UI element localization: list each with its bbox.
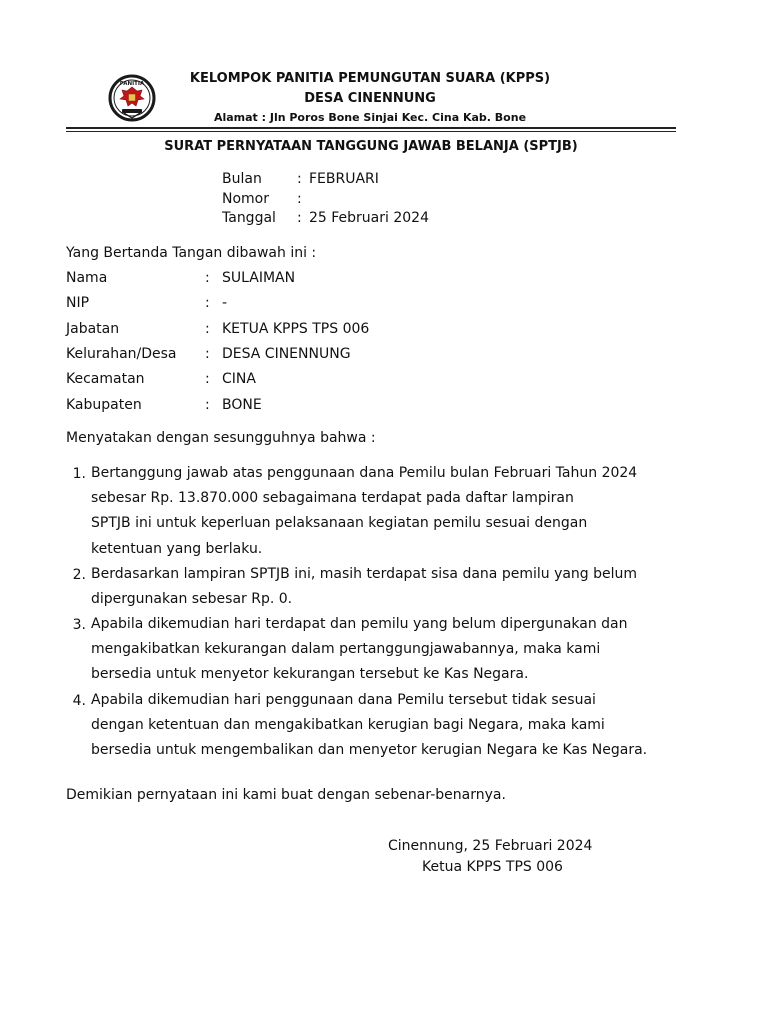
list-number: 4. [72, 693, 86, 709]
list-item-line: bersedia untuk mengembalikan dan menyetor kerugian Negara ke Kas Negara. [91, 742, 648, 759]
identity-sep: : [205, 346, 210, 362]
list-item-line: Berdasarkan lampiran SPTJB ini, masih terdapat sisa dana pemilu yang belum [91, 566, 638, 582]
meta-sep: : [297, 171, 302, 187]
identity-label-jabatan: Jabatan [66, 321, 120, 337]
logo-text: PANITIA [119, 81, 145, 87]
intro-text: Yang Bertanda Tangan dibawah ini : [66, 245, 317, 261]
identity-label-kecamatan: Kecamatan [66, 371, 145, 387]
letterhead-divider-thin [66, 131, 676, 132]
letterhead-divider-thick [66, 127, 676, 129]
letterhead-village: DESA CINENNUNG [304, 91, 436, 106]
list-item-line: Apabila dikemudian hari penggunaan dana Pemilu tersebut tidak sesuai [91, 692, 596, 708]
list-number: 1. [72, 466, 86, 482]
list-item-line: Bertanggung jawab atas penggunaan dana Pemilu bulan Februari Tahun 2024 [91, 465, 638, 481]
identity-value-kecamatan: CINA [222, 371, 256, 387]
identity-sep: : [205, 295, 210, 311]
signature-role: Ketua KPPS TPS 006 [422, 859, 563, 875]
identity-label-kabupaten: Kabupaten [66, 397, 142, 413]
meta-label-tanggal: Tanggal [222, 210, 276, 226]
identity-value-kabupaten: BONE [222, 397, 262, 413]
list-item-line: SPTJB ini untuk keperluan pelaksanaan kegiatan pemilu sesuai dengan [91, 515, 588, 532]
list-number: 3. [72, 617, 86, 633]
identity-sep: : [205, 270, 210, 286]
list-item [91, 688, 651, 764]
list-item-line: dipergunakan sebesar Rp. 0. [91, 591, 293, 608]
list-item [91, 461, 651, 562]
meta-value-bulan: FEBRUARI [309, 171, 379, 187]
list-item [91, 562, 651, 612]
letterhead-address: Alamat : Jln Poros Bone Sinjai Kec. Cina Kab. Bone [213, 111, 527, 124]
identity-sep: : [205, 321, 210, 337]
meta-value-tanggal: 25 Februari 2024 [309, 210, 429, 226]
meta-sep: : [297, 210, 302, 226]
statement-intro: Menyatakan dengan sesungguhnya bahwa : [66, 430, 376, 446]
identity-label-nip: NIP [66, 295, 90, 311]
identity-value-desa: DESA CINENNUNG [222, 346, 351, 362]
identity-value-nama: SULAIMAN [222, 270, 296, 286]
list-item-line: Apabila dikemudian hari terdapat dan pemilu yang belum dipergunakan dan [91, 616, 628, 632]
list-item-line: bersedia untuk menyetor kekurangan tersebut ke Kas Negara. [91, 666, 529, 683]
meta-sep: : [297, 191, 302, 207]
identity-label-nama: Nama [66, 270, 108, 286]
identity-value-nip: - [222, 295, 228, 311]
kpps-logo-icon [108, 72, 156, 124]
signature-place-date: Cinennung, 25 Februari 2024 [388, 838, 593, 854]
list-item-line: mengakibatkan kekurangan dalam pertanggungjawabannya, maka kami [91, 641, 601, 658]
list-number: 2. [72, 567, 86, 583]
list-item-line: sebesar Rp. 13.870.000 sebagaimana terdapat pada daftar lampiran [91, 490, 574, 507]
letterhead-organization: KELOMPOK PANITIA PEMUNGUTAN SUARA (KPPS) [189, 71, 551, 86]
document-title: SURAT PERNYATAAN TANGGUNG JAWAB BELANJA (SPTJB) [164, 139, 578, 154]
identity-value-jabatan: KETUA KPPS TPS 006 [222, 321, 370, 337]
identity-sep: : [205, 371, 210, 387]
meta-label-nomor: Nomor [222, 191, 269, 207]
list-item-line: dengan ketentuan dan mengakibatkan kerugian bagi Negara, maka kami [91, 717, 605, 734]
list-item [91, 612, 651, 688]
list-item-line: ketentuan yang berlaku. [91, 540, 263, 557]
identity-sep: : [205, 397, 210, 413]
meta-label-bulan: Bulan [222, 171, 262, 187]
closing-text: Demikian pernyataan ini kami buat dengan sebenar-benarnya. [66, 787, 506, 803]
identity-label-desa: Kelurahan/Desa [66, 346, 177, 362]
